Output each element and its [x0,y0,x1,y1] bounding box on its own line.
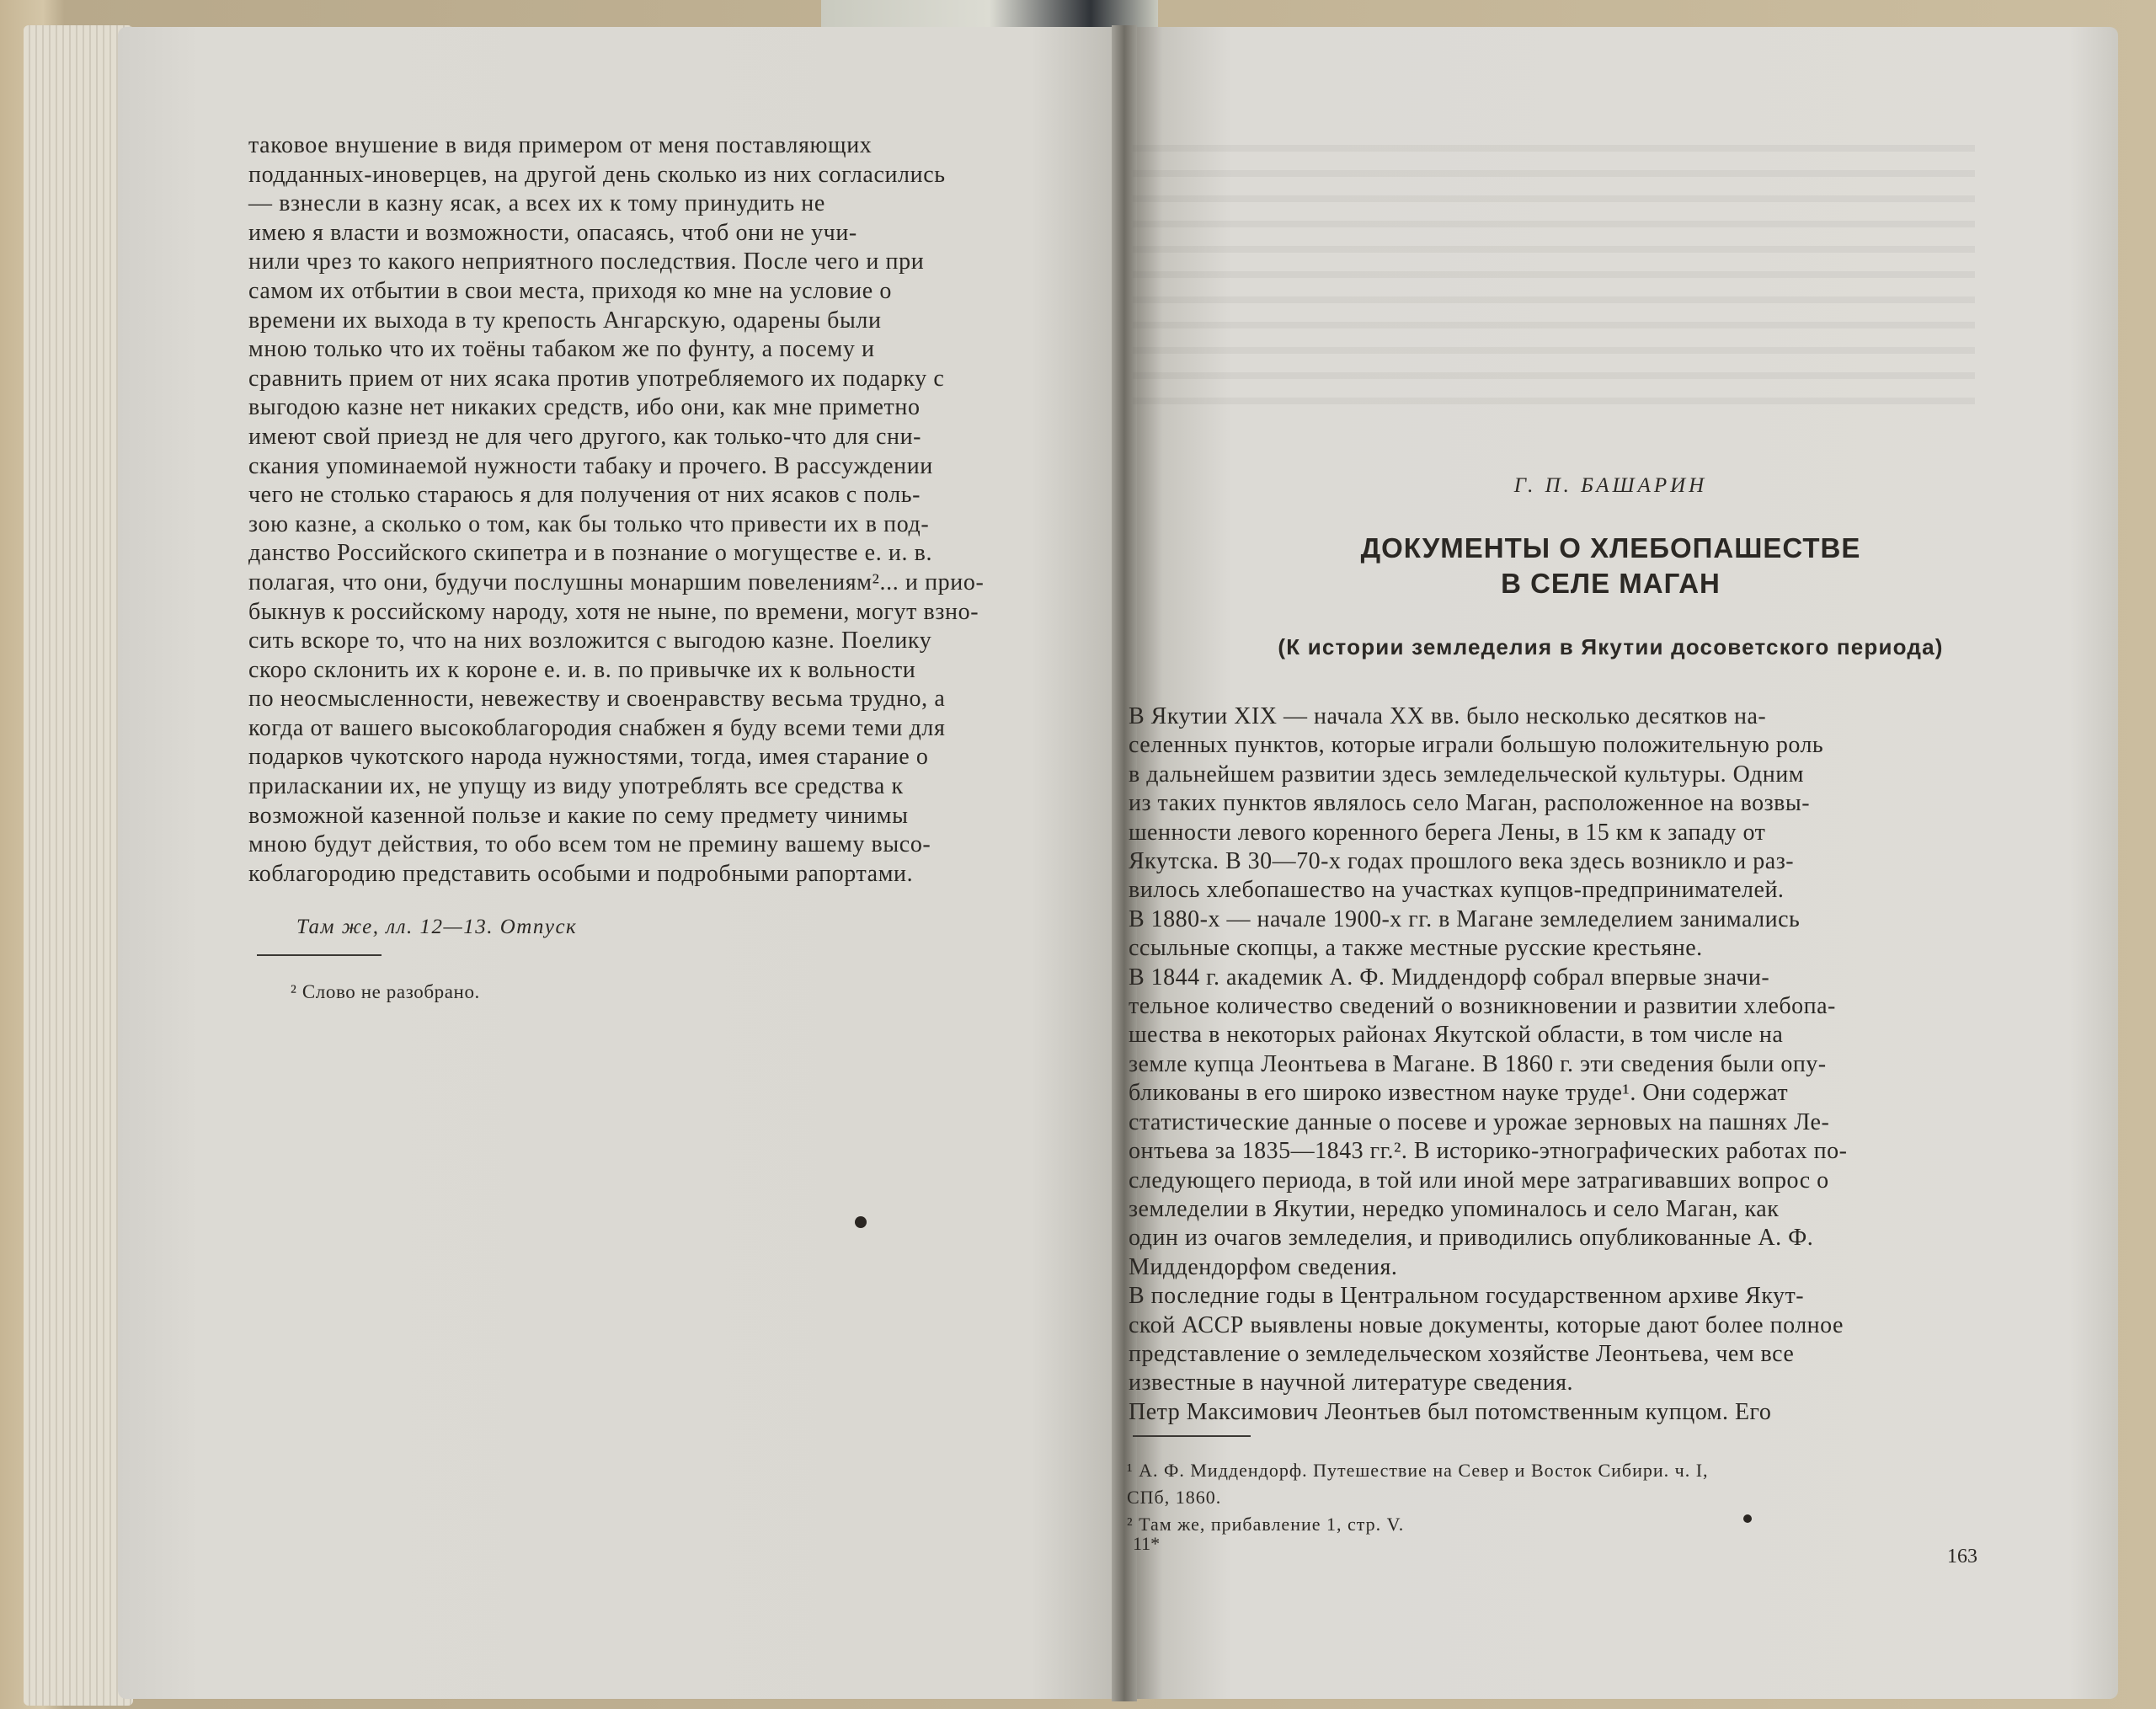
ink-spot [855,1216,867,1228]
right-body-text: В Якутии XIX — начала XX вв. было несколько десятков на- селенных пунктов, которые играли большую положительную роль в дальнейшем развитии здесь земледельческой культуры. Одним из таких пунктов являлось село Маган, расположенное на возвы- шенности левого коренного берега Лены, в 15 км к западу от Якутска. В 30—70-х годах прошлого века здесь возникло и раз- вилось хлебопашество на участках купцов-предпринимателей. В 1880-х — начале 1900-х гг. в Магане земледелием занимались ссыльные скопцы, а также местные русские крестьяне. В 1844 г. академик А. Ф. Миддендорф собрал впервые значи- тельное количество сведений о возникновении и развитии хлебопа- шества в некоторых районах Якутской области, в том числе на земле купца Леонтьева в Магане. В 1860 г. эти сведения были опу- бликованы в его широко известном науке труде¹. Они содержат статистические данные о посеве и урожае зерновых на пашнях Ле- онтьева за 1835—1843 гг.². В историко-этнографических работах по- следующего периода, в той или иной мере затрагивавших вопрос о земледелии в Якутии, нередко упоминалось и село Маган, как один из очагов земледелия, и приводились опубликованные А. Ф. Миддендорфом сведения. В последние годы в Центральном государственном архиве Якут- ской АССР выявлены новые документы, которые дают более полное представление о земледельческом хозяйстве Леонтьева, чем все известные в научной литературе сведения. Петр Максимович Леонтьев был потомственным купцом. Его [1129,703,1848,1425]
printer-signature: 11* [1133,1533,1161,1554]
left-body-text: таковое внушение в видя примером от меня поставляющих подданных-иноверцев, на другой день сколько из них согласились — взнесли в казну ясак, а всех их к тому принудить не имею я власти и возможности, опасаясь, чтоб они не учи- нили чрез то какого неприятного последствия. После чего и при самом их отбытии в свои места, приходя ко мне на условие о времени их выхода в ту крепость Ангарскую, одарены были мною только что их тоёны табаком же по фунту, а посему и сравнить прием от них ясака против употребляемого их подарку с выгодою казне нет никаких средств, ибо они, как мне приметно имеют свой приезд не для чего другого, как только-что для сни- скания упоминаемой нужности табаку и прочего. В рассуждении чего не столько стараюсь я для получения от них ясаков с поль- зою казне, а сколько о том, как бы только что привести их в под- данство Российского скипетра и в познание о могуществе е. и. в. полагая, что они, будучи послушны монаршим повелениям²... и прио- быкнув к российскому народу, хотя не ныне, по времени, могут взно- сить вскоре то, что на них возложится с выгодою казне. Поелику скоро склонить их к короне е. и. в. по привычке их к вольности по неосмысленности, невежеству и своенравству весьма трудно, а когда от вашего высокоблагородия снабжен я буду всеми теми для подарков чукотского народа нужностями, тогда, имея старание о приласкании их, не упущу из виду употреблять все средства к возможной казенной пользе и какие по сему предмету чинимы мною будут действия, то обо всем том не премину вашему высо- коблагородию представить особыми и подробными рапортами. [248,132,985,887]
article-title: ДОКУМЕНТЫ О ХЛЕБОПАШЕСТВЕ В СЕЛЕ МАГАН [1360,532,1861,599]
left-footnote: ² Слово не разобрано. [291,981,480,1002]
article-subtitle: (К истории земледелия в Якутии досоветского периода) [1278,634,1944,660]
article-author: Г. П. БАШАРИН [1513,474,1708,497]
footnote-rule-right [1133,1435,1251,1437]
show-through [1133,126,1975,413]
page-number: 163 [1947,1546,1977,1567]
archive-reference: Там же, лл. 12—13. Отпуск [296,916,578,938]
page-edges [24,25,133,1706]
footnote-rule-left [257,954,382,956]
ink-spot [1743,1514,1752,1523]
right-footnotes: ¹ А. Ф. Миддендорф. Путешествие на Север и Восток Сибири. ч. I, СПб, 1860. ² Там же, прибавление 1, стр. V. [1127,1460,1709,1535]
